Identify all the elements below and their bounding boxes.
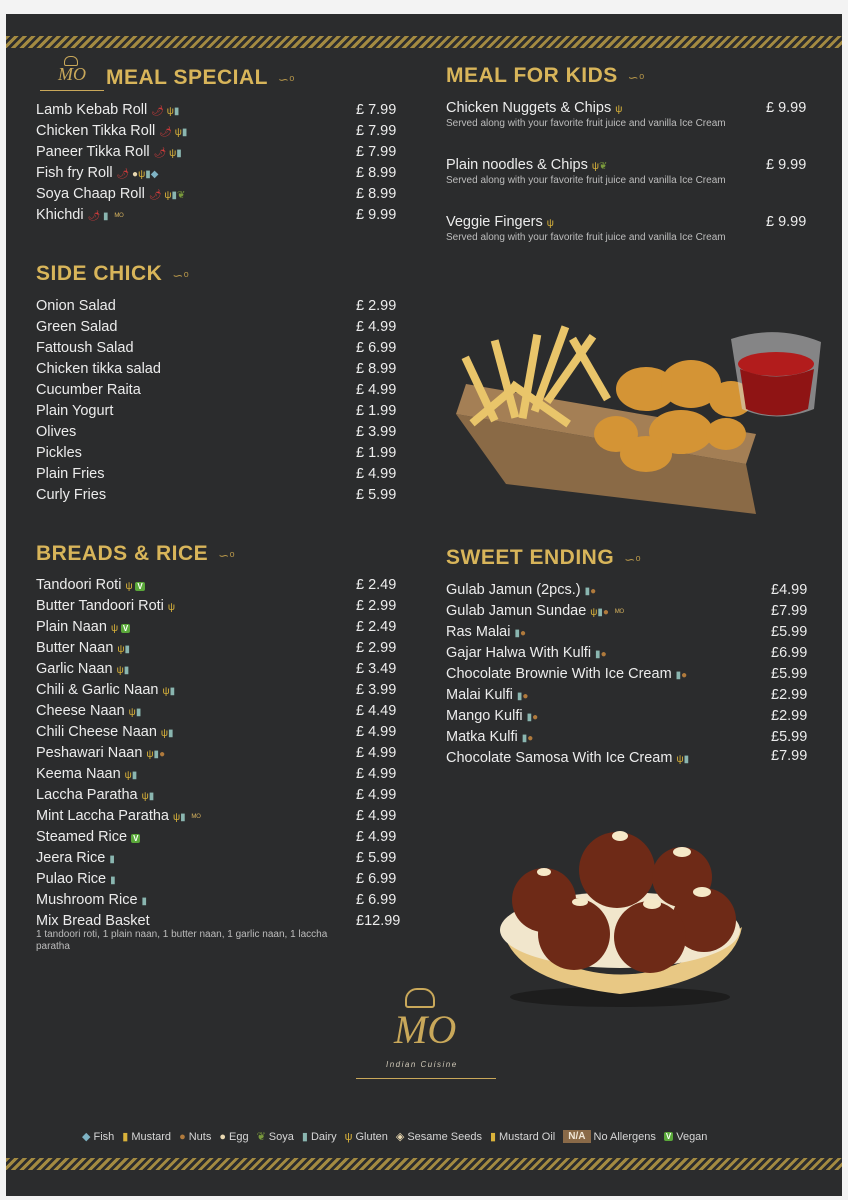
gluten-icon: ψ [591, 161, 600, 172]
decorative-border-bottom [6, 1158, 842, 1170]
meal-for-kids-title: MEAL FOR KIDS [446, 64, 618, 87]
list-item: Keema Naan ψ▮ £ 4.99 [36, 766, 397, 782]
list-item: Fattoush Salad £ 6.99 [36, 340, 397, 356]
list-item [36, 100, 406, 121]
logo-underline [40, 90, 104, 91]
mini-logo [40, 54, 104, 94]
soya-icon: ❦ [599, 161, 608, 172]
dairy-icon: ▮ [595, 649, 601, 660]
dairy-icon: ▮ [181, 127, 188, 138]
swirl-icon: ∽ᵒ [624, 552, 641, 567]
nuts-icon: ● [527, 733, 534, 744]
gluten-icon: ψ [141, 791, 149, 802]
dairy-icon: ▮ [173, 106, 180, 117]
list-item: Plain noodles & Chips ψ❦ £ 9.99 Served along with your favorite fruit juice and vanilla Ice Cream [446, 157, 807, 186]
list-item: Chocolate Brownie With Ice Cream ▮● £5.99 [446, 666, 808, 682]
mini-logo-icon: ᴹᴼ [614, 607, 625, 617]
vegan-icon: V [665, 1132, 672, 1141]
list-item: Cheese Naan ψ▮ £ 4.49 [36, 703, 397, 719]
nuts-icon: ● [522, 691, 529, 702]
gluten-icon: ψ [173, 812, 181, 823]
item-description: Served along with your favorite fruit juice and vanilla Ice Cream [446, 232, 726, 243]
dairy-icon: ▮ [516, 691, 523, 702]
gluten-icon: ψ [164, 190, 172, 201]
list-item [36, 205, 406, 226]
chili-icon: 🌶 [148, 190, 162, 201]
gluten-icon: ψ [128, 707, 136, 718]
fish-icon: ◆ [150, 169, 159, 180]
list-item: Mint Laccha Paratha ψ▮ ᴹᴼ £ 4.99 [36, 808, 397, 824]
restaurant-logo [350, 984, 500, 1084]
dairy-icon: ▮ [135, 707, 142, 718]
list-item: Peshawari Naan ψ▮● £ 4.99 [36, 745, 397, 761]
gluten-icon: ψ [590, 607, 598, 618]
legend-item: ● Nuts [179, 1130, 212, 1143]
list-item: Plain Naan ψ V £ 2.49 [36, 619, 397, 635]
item-price: £ 7.99 [356, 123, 397, 139]
chili-icon: 🌶 [153, 148, 167, 159]
gluten-icon: ψ [138, 169, 146, 180]
sweet-ending-list [446, 580, 816, 769]
breads-rice-title: BREADS & RICE [36, 542, 209, 565]
list-item: Gajar Halwa With Kulfi ▮● £6.99 [446, 645, 808, 661]
dairy-icon: ▮ [526, 712, 533, 723]
item-name: Khichdi [36, 207, 84, 223]
list-item: Mix Bread Basket £12.99 [36, 913, 401, 929]
dairy-icon: ▮ [141, 896, 148, 907]
list-item: Green Salad £ 4.99 [36, 319, 397, 335]
list-item [36, 163, 406, 184]
meal-for-kids-list [446, 98, 816, 269]
list-item: Ras Malai ▮● £5.99 [446, 624, 808, 640]
list-item [36, 121, 406, 142]
list-item [36, 142, 406, 163]
dairy-icon: ▮ [521, 733, 528, 744]
list-item: Curly Fries £ 5.99 [36, 487, 397, 503]
gluten-icon: ψ [146, 749, 154, 760]
dairy-icon: ▮ [597, 607, 603, 618]
dairy-icon: ▮ [168, 728, 174, 739]
breads-rice-heading [36, 542, 235, 566]
item-price: £ 7.99 [356, 144, 397, 160]
list-item: Chili & Garlic Naan ψ▮ £ 3.99 [36, 682, 397, 698]
list-item: Butter Naan ψ▮ £ 2.99 [36, 640, 397, 656]
nuggets-fries-image [446, 314, 826, 514]
chili-icon: 🌶 [116, 169, 130, 180]
chili-icon: 🌶 [151, 106, 164, 117]
side-chick-title: SIDE CHICK [36, 262, 163, 285]
list-item: Gulab Jamun (2pcs.) ▮● £4.99 [446, 582, 808, 598]
swirl-icon: ∽ᵒ [172, 268, 190, 283]
vegan-icon: V [122, 624, 129, 633]
no-allergens-badge: N/A [563, 1130, 590, 1143]
mustard-icon: ▮ [122, 1131, 129, 1143]
list-item: Chocolate Samosa With Ice Cream ψ▮ £7.99 [446, 748, 808, 766]
swirl-icon: ∽ᵒ [277, 72, 295, 87]
list-item: Gulab Jamun Sundae ψ▮● ᴹᴼ £7.99 [446, 603, 808, 619]
meal-special-heading [106, 66, 295, 90]
dairy-icon: ▮ [683, 754, 690, 765]
mini-logo-icon: ᴹᴼ [114, 211, 124, 221]
item-price: £ 9.99 [356, 207, 397, 223]
nuts-icon: ● [532, 712, 539, 723]
sweet-ending-title: SWEET ENDING [446, 546, 615, 569]
dairy-icon: ▮ [675, 670, 682, 681]
side-chick-list [36, 296, 406, 506]
list-item: Chicken tikka salad £ 8.99 [36, 361, 397, 377]
menu-page [6, 14, 842, 1196]
legend-item: ❦ Soya [256, 1130, 294, 1143]
meal-special-list [36, 100, 406, 226]
legend-item: ▮ Mustard [122, 1130, 172, 1143]
meal-for-kids-heading [446, 64, 645, 88]
chili-icon: 🌶 [87, 211, 101, 222]
dairy-icon: ▮ [110, 875, 116, 886]
legend-item: N/A No Allergens [563, 1130, 656, 1143]
item-price: £ 8.99 [356, 186, 397, 202]
egg-icon: ● [219, 1130, 226, 1143]
item-name: Chicken Tikka Roll [36, 123, 156, 139]
mini-logo-icon: ᴹᴼ [191, 812, 201, 822]
list-item: Laccha Paratha ψ▮ £ 4.99 [36, 787, 397, 803]
gluten-icon: ψ [160, 728, 169, 739]
gluten-icon: ψ [110, 623, 119, 634]
list-item: Malai Kulfi ▮● £2.99 [446, 687, 808, 703]
nuts-icon: ● [519, 628, 527, 639]
gluten-icon: ψ [116, 665, 124, 676]
meal-special-title: MEAL SPECIAL [106, 66, 268, 89]
chili-icon: 🌶 [159, 127, 172, 138]
gluten-icon: ψ [344, 1130, 353, 1143]
gluten-icon: ψ [162, 686, 170, 697]
legend-item: ▮ Mustard Oil [489, 1130, 556, 1143]
gluten-icon: ψ [169, 148, 177, 159]
item-name: Fish fry Roll [36, 165, 113, 181]
nuts-icon: ● [179, 1130, 186, 1143]
list-item: Olives £ 3.99 [36, 424, 397, 440]
item-name: Paneer Tikka Roll [36, 144, 150, 160]
swirl-icon: ∽ᵒ [627, 70, 645, 85]
fish-icon: ◆ [82, 1131, 91, 1143]
list-item: Onion Salad £ 2.99 [36, 298, 397, 314]
dairy-icon: ▮ [148, 791, 155, 802]
list-item: Chili Cheese Naan ψ▮ £ 4.99 [36, 724, 397, 740]
gluten-icon: ψ [546, 218, 554, 229]
dairy-icon: ▮ [109, 854, 115, 865]
nuts-icon: ● [681, 670, 688, 681]
vegan-icon: V [133, 834, 139, 843]
item-price: £ 7.99 [356, 102, 397, 118]
dairy-icon: ▮ [584, 586, 591, 597]
nuts-icon: ● [159, 749, 166, 760]
list-item: Tandoori Roti ψ V £ 2.49 [36, 577, 397, 593]
list-item: Cucumber Raita £ 4.99 [36, 382, 397, 398]
list-item: Jeera Rice ▮ £ 5.99 [36, 850, 397, 866]
legend-item: ◈ Sesame Seeds [395, 1130, 482, 1143]
legend-item: ψ Gluten [344, 1130, 388, 1143]
vegan-icon: V [137, 582, 143, 591]
item-description: 1 tandoori roti, 1 plain naan, 1 butter naan, 1 garlic naan, 1 laccha paratha [36, 929, 328, 952]
legend-item: ● Egg [219, 1130, 249, 1143]
gluten-icon: ψ [124, 770, 132, 781]
dairy-icon: ▮ [176, 148, 182, 159]
soya-icon: ❦ [176, 190, 186, 201]
list-item: Mushroom Rice ▮ £ 6.99 [36, 892, 397, 908]
breads-rice-list [36, 575, 416, 956]
item-price: £ 8.99 [356, 165, 397, 181]
mustard-oil-icon: ▮ [489, 1131, 497, 1143]
gluten-icon: ψ [125, 581, 133, 592]
list-item: Butter Tandoori Roti ψ £ 2.99 [36, 598, 397, 614]
side-chick-heading [36, 262, 189, 286]
item-description: Served along with your favorite fruit juice and vanilla Ice Cream [446, 175, 726, 186]
logo-monogram: MO [58, 64, 86, 84]
gluten-icon: ψ [167, 602, 176, 613]
dairy-icon: ▮ [153, 749, 160, 760]
list-item: Pulao Rice ▮ £ 6.99 [36, 871, 397, 887]
list-item: Steamed Rice V £ 4.99 [36, 829, 397, 845]
legend-item: V Vegan [665, 1130, 708, 1143]
list-item: Matka Kulfi ▮● £5.99 [446, 729, 808, 745]
allergen-legend [82, 1130, 782, 1143]
gluten-icon: ψ [174, 127, 182, 138]
legend-item: ▮ Dairy [301, 1130, 337, 1143]
dairy-icon: ▮ [103, 211, 109, 222]
gluten-icon: ψ [615, 104, 623, 115]
chef-hat-icon [405, 988, 435, 1008]
list-item: Chicken Nuggets & Chips ψ £ 9.99 Served along with your favorite fruit juice and vanilla Ice Cream [446, 100, 807, 129]
list-item: Mango Kulfi ▮● £2.99 [446, 708, 808, 724]
list-item: Garlic Naan ψ▮ £ 3.49 [36, 661, 397, 677]
list-item: Pickles £ 1.99 [36, 445, 397, 461]
item-name: Lamb Kebab Roll [36, 102, 148, 118]
list-item [36, 184, 406, 205]
decorative-border-top [6, 36, 842, 48]
dairy-icon: ▮ [171, 190, 177, 201]
list-item: Plain Fries £ 4.99 [36, 466, 397, 482]
swirl-icon: ∽ᵒ [218, 548, 235, 563]
logo-monogram: MO [394, 1007, 457, 1052]
nuts-icon: ● [602, 607, 609, 618]
dairy-icon: ▮ [514, 628, 520, 639]
list-item: Veggie Fingers ψ £ 9.99 Served along with your favorite fruit juice and vanilla Ice Cream [446, 214, 807, 243]
item-description: Served along with your favorite fruit juice and vanilla Ice Cream [446, 118, 726, 129]
gluten-icon: ψ [166, 106, 174, 117]
gluten-icon: ψ [117, 644, 125, 655]
list-item: Plain Yogurt £ 1.99 [36, 403, 397, 419]
sweet-ending-heading [446, 546, 641, 570]
soya-icon: ❦ [256, 1131, 266, 1143]
dairy-icon: ▮ [123, 665, 130, 676]
sesame-icon: ◈ [395, 1131, 405, 1143]
legend-item: ◆ Fish [82, 1130, 115, 1143]
logo-caption: Indian Cuisine [386, 1060, 458, 1069]
egg-icon: ● [132, 169, 139, 180]
nuts-icon: ● [590, 586, 597, 597]
dairy-icon: ▮ [301, 1131, 308, 1143]
item-name: Soya Chaap Roll [36, 186, 145, 202]
logo-underline [356, 1078, 496, 1079]
dairy-icon: ▮ [180, 812, 186, 823]
dairy-icon: ▮ [124, 644, 131, 655]
dairy-icon: ▮ [145, 169, 151, 180]
dairy-icon: ▮ [169, 686, 176, 697]
gulab-jamun-image [492, 822, 748, 1012]
dairy-icon: ▮ [131, 770, 138, 781]
nuts-icon: ● [600, 649, 607, 660]
gluten-icon: ψ [676, 754, 684, 765]
